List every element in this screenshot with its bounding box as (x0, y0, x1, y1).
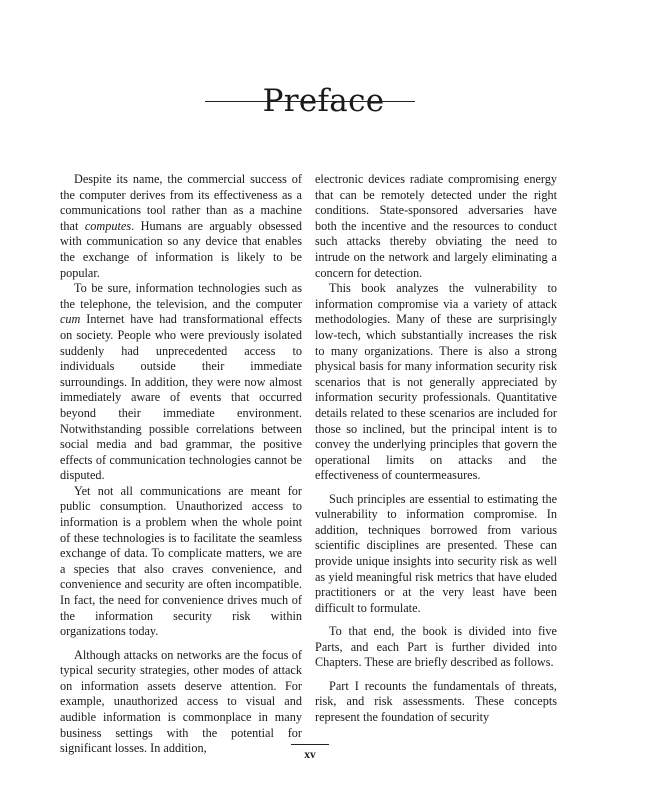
text-column-left (60, 172, 302, 757)
page-number: xv (304, 749, 316, 761)
text-span: Internet have had transformational effects on society. People who were previously isolated suddenly had unprecedented access to individuals outside their immediate surroundings. In addition, they were now almost immediately aware of events that occurred beyond their immediate environment. Notwithstanding possible correlations between social media and bad grammar, the positive effects of communication technologies cannot be disputed. (60, 312, 302, 483)
paragraph: Although attacks on networks are the focus of typical security strategies, other modes of attack on information assets deserve attention. For example, unauthorized access to visual and audible information is commonplace in many business settings with the potential for significant losses. In addition, (60, 647, 302, 756)
text-span: . Humans are arguably obsessed with communication so any device that enables the exchange of information is likely to be popular. (60, 218, 302, 280)
paragraph (60, 172, 302, 281)
text-span: Despite its name, the commercial success of the computer derives from its effectiveness as a communications tool rather than as a machine that (60, 172, 302, 233)
paragraph (60, 281, 302, 484)
italic-term: computes (84, 218, 132, 233)
paragraph: Such principles are essential to estimating the vulnerability to information compromise. In addition, techniques borrowed from various scientific disciplines are presented. These can provide unique insights into security risk as well as yield meaningful risk metrics that have eluded practitioners or at the very least have been difficult to formulate. (315, 491, 557, 615)
footer-rule (291, 744, 329, 745)
paragraph: To that end, the book is divided into five Parts, and each Part is further divided into Chapters. These are briefly described as follows. (315, 624, 557, 670)
paragraph-continuation: electronic devices radiate compromising energy that can be remotely detected under the right conditions. State-sponsored adversaries have both the incentive and the resources to conduct such attacks thereby obviating the need to intrude on the network and largely eliminating a concern for detection. (315, 172, 557, 280)
page-title: Preface (262, 82, 385, 119)
title-underline (205, 101, 415, 102)
text-span: To be sure, information technologies such as the telephone, the television, and the computer (60, 281, 302, 311)
paragraph: Part I recounts the fundamentals of threats, risk, and risk assessments. These concepts represent the foundation of security (315, 678, 557, 724)
paragraph: Yet not all communications are meant for public consumption. Unauthorized access to information is a problem when the whole point of these technologies is to facilitate the seamless exchange of data. To complicate matters, we are a species that also craves convenience, and convenience and security are often incompatible. In fact, the need for convenience drives much of the information security risk within organizations today. (60, 483, 302, 639)
text-column-right (315, 172, 557, 726)
italic-term: cum (60, 312, 81, 327)
paragraph: This book analyzes the vulnerability to information compromise via a variety of attack methodologies. Many of these are surprisingly low-tech, which substantially increases the risk to many organizations. There is also a strong physical basis for many information security risk scenarios that is not generally appreciated by information security professionals. Quantitative details related to these scenarios are included for those so inclined, but the principal intent is to convey the underlying principles that govern the operational limits on attacks and the effectiveness of countermeasures. (315, 281, 557, 483)
